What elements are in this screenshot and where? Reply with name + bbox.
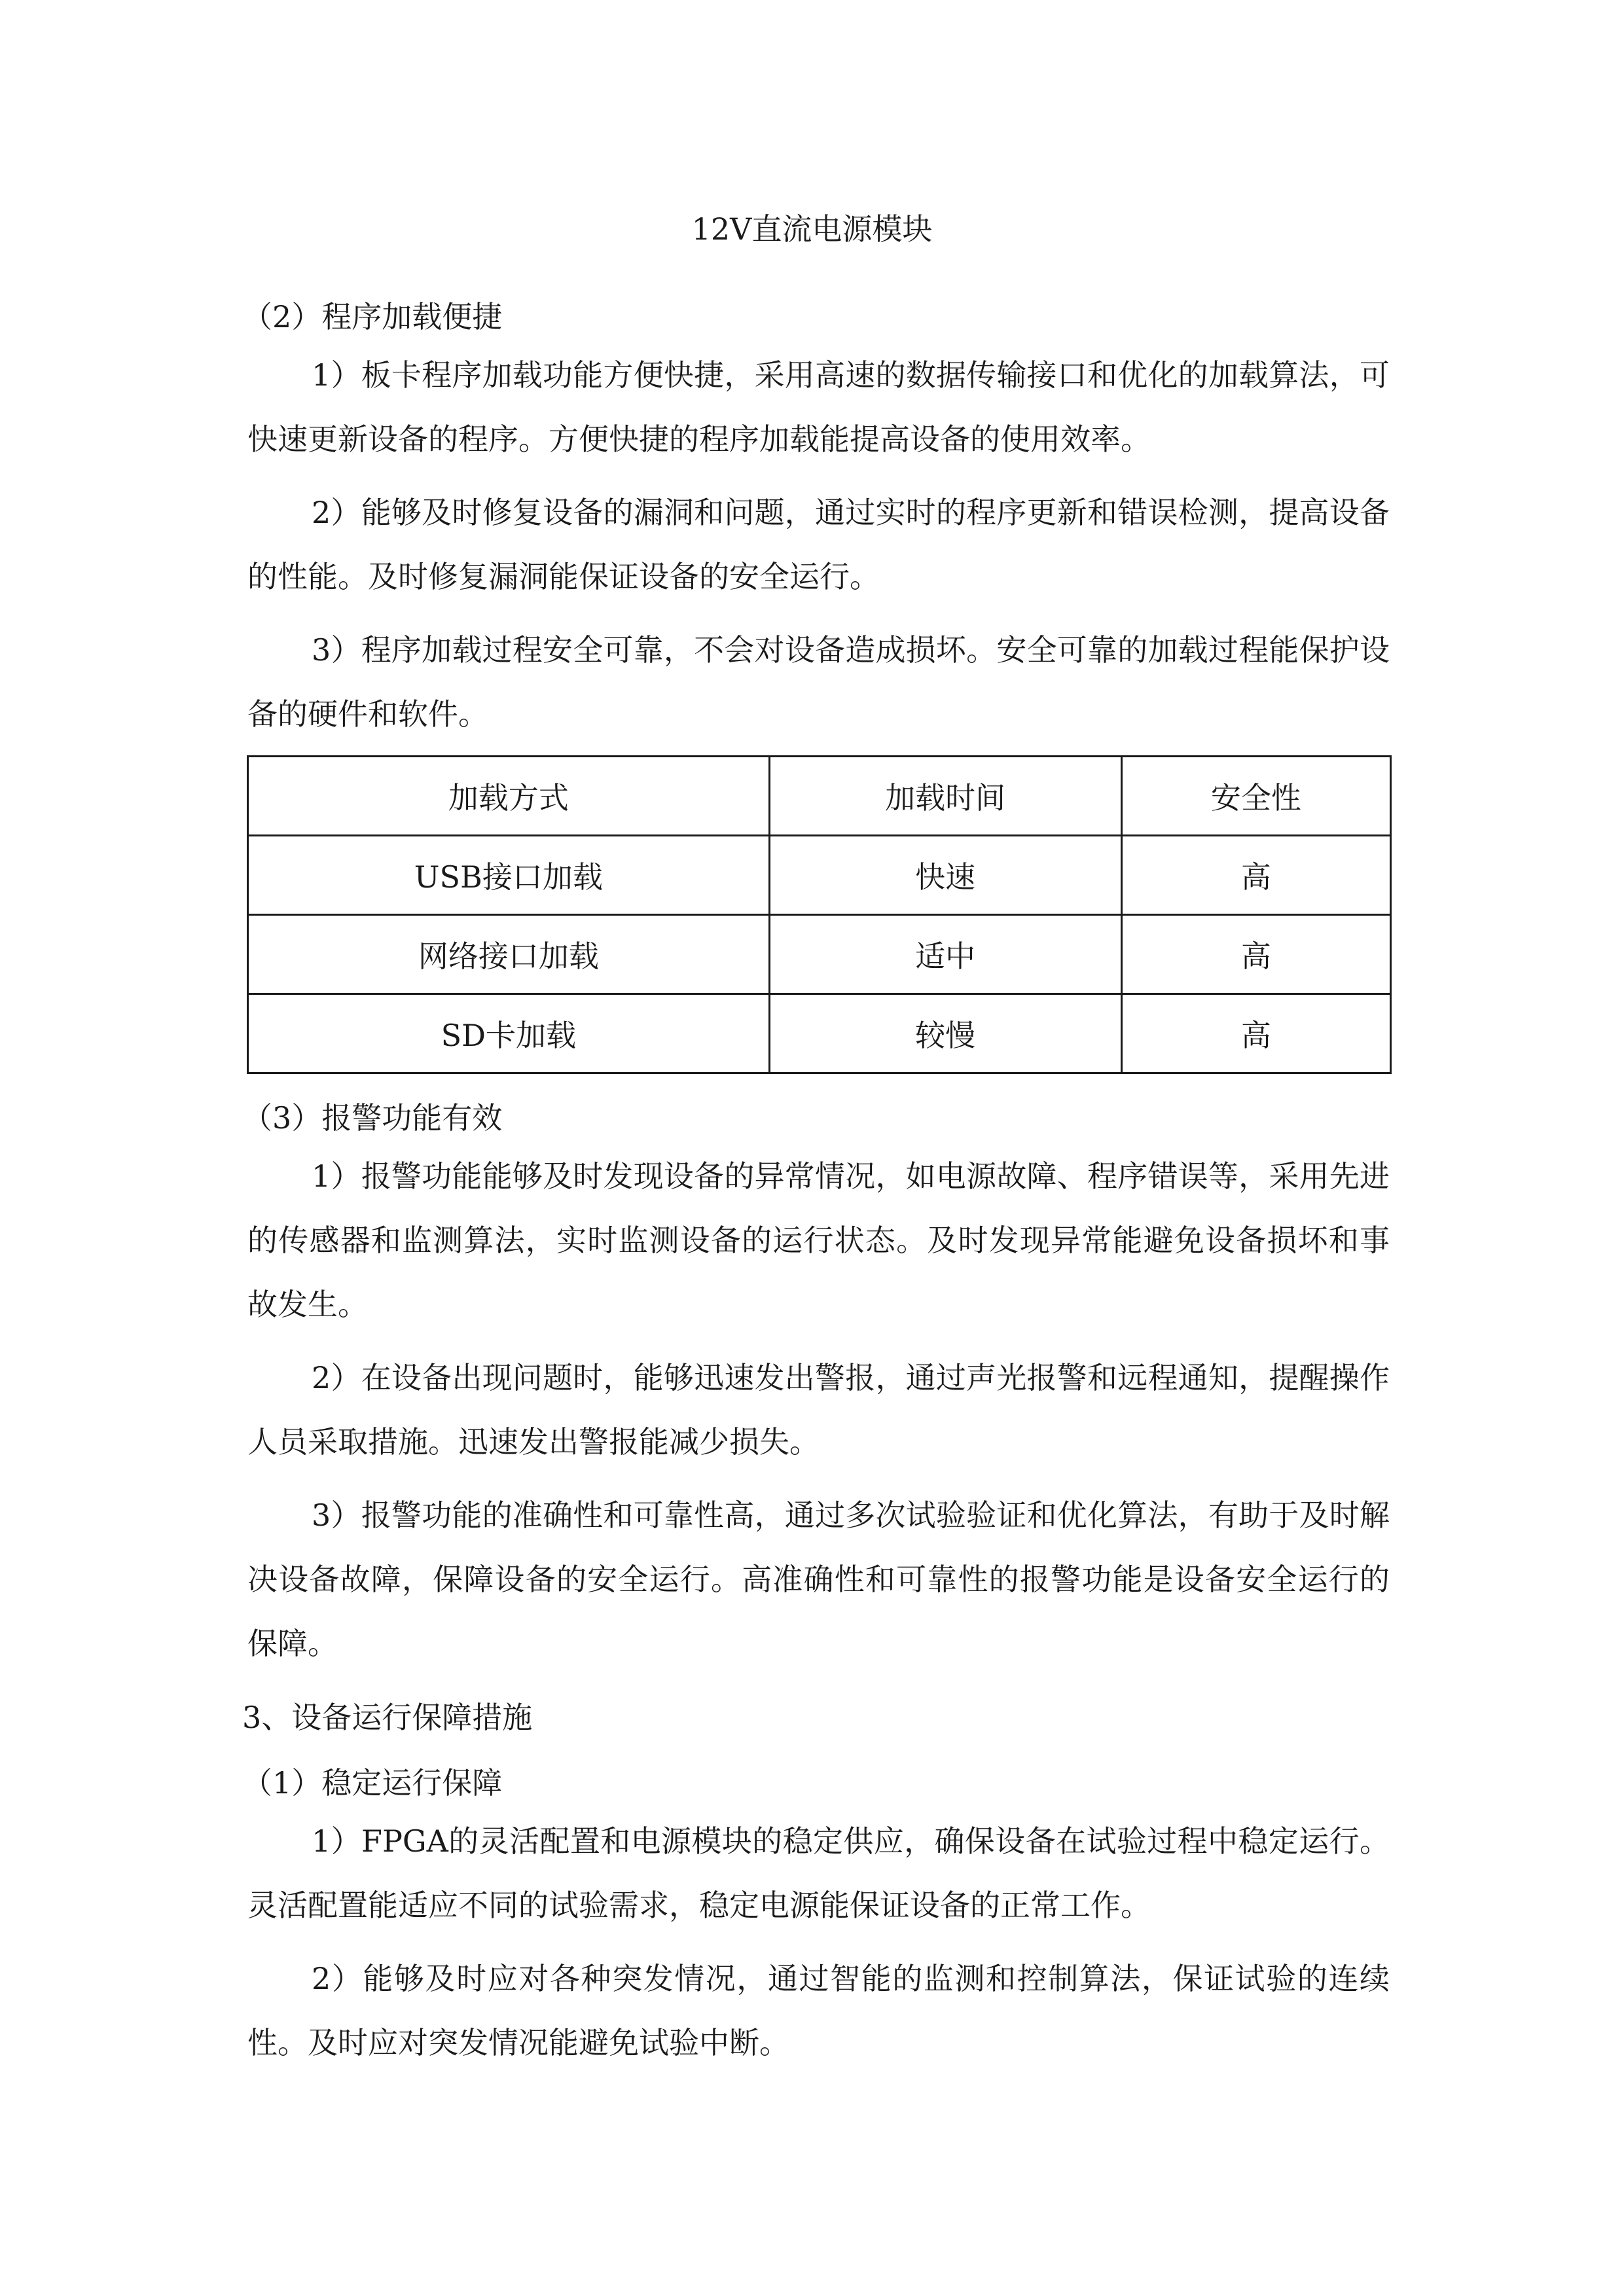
table-cell: 快速 <box>769 836 1121 915</box>
paragraph: 3）程序加载过程安全可靠，不会对设备造成损坏。安全可靠的加载过程能保护设备的硬件和软件。 <box>247 632 1390 732</box>
table-row <box>248 915 1391 994</box>
paragraph: 2）能够及时修复设备的漏洞和问题，通过实时的程序更新和错误检测，提高设备的性能。及时修复漏洞能保证设备的安全运行。 <box>247 495 1390 594</box>
table-cell: 高 <box>1121 994 1390 1073</box>
section-heading-alarm: （3）报警功能有效 <box>242 1100 503 1136</box>
table-cell: 适中 <box>769 915 1121 994</box>
table-cell: 较慢 <box>769 994 1121 1073</box>
paragraph: 1）FPGA的灵活配置和电源模块的稳定供应，确保设备在试验过程中稳定运行。灵活配置能适应不同的试验需求，稳定电源能保证设备的正常工作。 <box>247 1823 1390 1923</box>
table-header-cell: 加载方式 <box>248 757 770 836</box>
table-cell: USB接口加载 <box>248 836 770 915</box>
chapter-heading-operation-guarantee: 3、设备运行保障措施 <box>242 1700 533 1735</box>
paragraph: 1）报警功能能够及时发现设备的异常情况，如电源故障、程序错误等，采用先进的传感器和监测算法，实时监测设备的运行状态。及时发现异常能避免设备损坏和事故发生。 <box>247 1158 1390 1322</box>
loading-methods-table <box>247 755 1392 1074</box>
table-cell: 高 <box>1121 915 1390 994</box>
paragraph: 1）板卡程序加载功能方便快捷，采用高速的数据传输接口和优化的加载算法，可快速更新设备的程序。方便快捷的程序加载能提高设备的使用效率。 <box>247 357 1390 457</box>
table-header-cell: 安全性 <box>1121 757 1390 836</box>
paragraph: 2）能够及时应对各种突发情况，通过智能的监测和控制算法，保证试验的连续性。及时应对突发情况能避免试验中断。 <box>247 1961 1390 2060</box>
table-cell: 网络接口加载 <box>248 915 770 994</box>
table-row <box>248 994 1391 1073</box>
section-heading-program-loading: （2）程序加载便捷 <box>242 299 503 334</box>
table-cell: SD卡加载 <box>248 994 770 1073</box>
paragraph: 3）报警功能的准确性和可靠性高，通过多次试验验证和优化算法，有助于及时解决设备故障，保障设备的安全运行。高准确性和可靠性的报警功能是设备安全运行的保障。 <box>247 1498 1390 1661</box>
section-heading-stable-operation: （1）稳定运行保障 <box>242 1765 503 1801</box>
table-cell: 高 <box>1121 836 1390 915</box>
figure-caption: 12V直流电源模块 <box>691 211 933 247</box>
table-header-row <box>248 757 1391 836</box>
paragraph: 2）在设备出现问题时，能够迅速发出警报，通过声光报警和远程通知，提醒操作人员采取措施。迅速发出警报能减少损失。 <box>247 1360 1390 1460</box>
table-header-cell: 加载时间 <box>769 757 1121 836</box>
table-row <box>248 836 1391 915</box>
